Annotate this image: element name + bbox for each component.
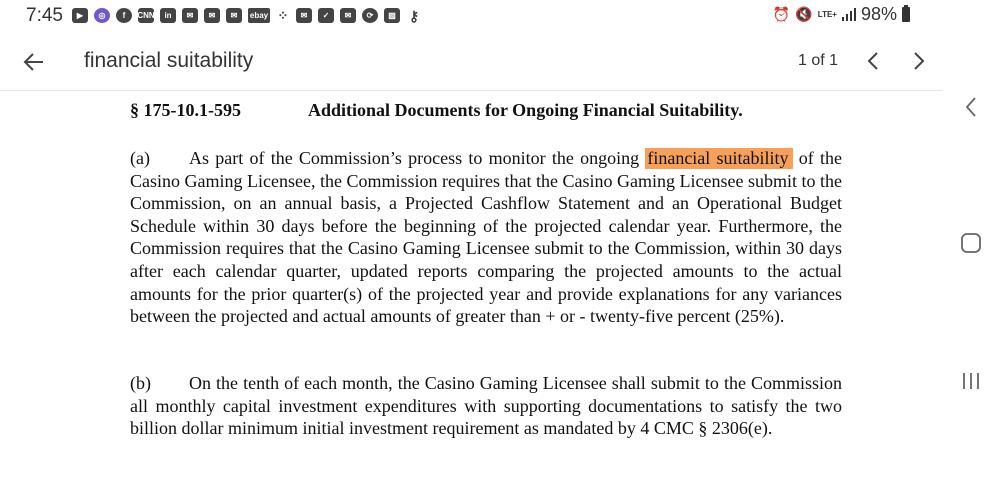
status-right bbox=[773, 4, 910, 25]
system-back-button[interactable] bbox=[956, 92, 986, 122]
find-in-page-bar bbox=[0, 32, 942, 91]
find-input[interactable] bbox=[84, 46, 684, 76]
section-title: Additional Documents for Ongoing Financial Suitability. bbox=[308, 100, 743, 120]
mail-icon: ✉ bbox=[204, 8, 220, 23]
system-home-button[interactable] bbox=[956, 228, 986, 258]
chevron-left-icon bbox=[964, 96, 978, 118]
facebook-icon: f bbox=[116, 8, 132, 23]
youtube-icon: ▶ bbox=[72, 8, 88, 23]
paragraph-text: of the Casino Gaming Licensee, the Commission requires that the Casino Gaming Licensee submit to the Commission, on an annual basis, a Projected Cashflow Statement and an Operational Budget Schedule within 30 days before the beginning of the projected calendar year. Furthermore, the Commission requires that the Casino Gaming Licensee submit to the Commission, within 30 days after each calendar quarter, updated reports comparing the projected amounts to the actual amounts for the prior quarter(s) of the projected year and provide explanations for any variances between the projected and actual amounts of greater than + or - twenty-five percent (25%). bbox=[130, 148, 842, 327]
podcast-icon: ◎ bbox=[94, 8, 110, 23]
paragraph-label: (b) bbox=[130, 373, 151, 393]
sync-icon: ⟳ bbox=[362, 8, 378, 23]
status-bar bbox=[0, 0, 1000, 32]
check-icon: ✓ bbox=[318, 8, 334, 23]
chevron-right-icon bbox=[912, 51, 926, 71]
ebay-icon: ebay bbox=[248, 8, 270, 23]
previous-match-button[interactable] bbox=[858, 46, 888, 76]
signal-icon bbox=[842, 8, 856, 21]
image-icon: ▨ bbox=[384, 8, 400, 23]
network-type: LTE+ bbox=[817, 9, 837, 19]
match-count: 1 of 1 bbox=[798, 52, 839, 69]
mail-icon: ✉ bbox=[182, 8, 198, 23]
key-icon: ⚷ bbox=[408, 7, 420, 24]
notification-icons bbox=[72, 8, 422, 23]
paragraph-label: (a) bbox=[130, 148, 150, 168]
next-match-button[interactable] bbox=[904, 46, 934, 76]
cnn-icon: CNN bbox=[138, 8, 154, 23]
back-button[interactable] bbox=[16, 44, 52, 80]
battery-percent: 98% bbox=[860, 4, 897, 24]
mute-icon: 🔇 bbox=[795, 6, 813, 22]
home-icon bbox=[960, 232, 982, 254]
status-time: 7:45 bbox=[26, 5, 63, 26]
search-highlight: financial suitability bbox=[645, 148, 792, 169]
battery-icon bbox=[902, 7, 910, 22]
alarm-icon: ⏰ bbox=[772, 6, 791, 22]
section-number: § 175-10.1-595 bbox=[130, 100, 241, 120]
arrow-left-icon bbox=[23, 51, 45, 73]
recents-icon bbox=[960, 370, 982, 392]
mail-icon: ✉ bbox=[340, 8, 356, 23]
mail-icon: ✉ bbox=[296, 8, 312, 23]
linkedin-icon: in bbox=[160, 8, 176, 23]
paragraph-a bbox=[130, 147, 842, 328]
paragraph-text: As part of the Commission’s process to monitor the ongoing bbox=[189, 148, 646, 168]
grid-icon: ⁘ bbox=[277, 8, 289, 23]
paragraph-b bbox=[130, 372, 842, 440]
system-navigation-bar bbox=[942, 90, 1000, 486]
mail-icon: ✉ bbox=[226, 8, 242, 23]
paragraph-text: On the tenth of each month, the Casino Gaming Licensee shall submit to the Commission all monthly capital investment expenditures with supporting documentations to satisfy the two billion dollar minimum initial investment requirement as mandated by 4 CMC § 2306(e). bbox=[130, 373, 842, 439]
system-recents-button[interactable] bbox=[956, 366, 986, 396]
chevron-left-icon bbox=[866, 51, 880, 71]
